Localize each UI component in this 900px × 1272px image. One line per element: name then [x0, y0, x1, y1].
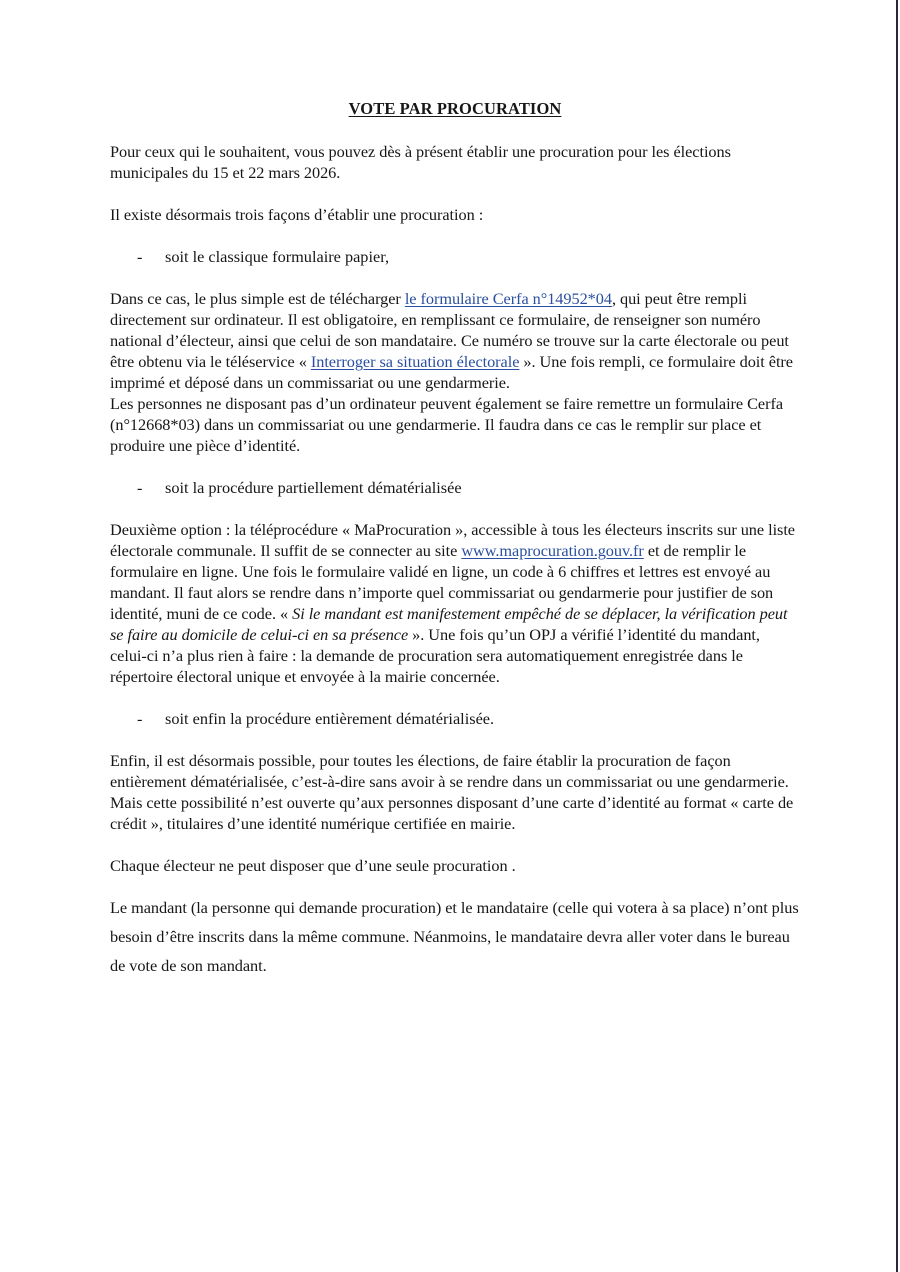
interroger-situation-electorale-link[interactable]: Interroger sa situation électorale [310, 352, 520, 371]
italic-quote: Si le mandant est manifestement empêché de se déplacer, la vérification peut se faire au domicile de celui-ci en sa présence [110, 604, 788, 644]
text-span: Deuxième option : la téléprocédure « MaProcuration », accessible à tous les électeurs inscrits sur une liste électorale communale. Il suffit de se connecter au site [110, 520, 795, 560]
bullet-text: soit la procédure partiellement dématérialisée [165, 478, 462, 497]
cerfa-form-link[interactable]: le formulaire Cerfa n°14952*04 [404, 289, 612, 308]
single-proxy-paragraph: Chaque électeur ne peut disposer que d’une seule procuration . [110, 856, 516, 875]
page-edge-scan-line [896, 0, 898, 1272]
text-span: ». Une fois rempli, ce formulaire doit être imprimé et déposé dans un commissariat ou une gendarmerie. [110, 352, 793, 392]
bullet-text: soit le classique formulaire papier, [165, 247, 390, 266]
bullet-dash: - [137, 709, 143, 728]
text-span: ». Une fois qu’un OPJ a vérifié l’identité du mandant, celui-ci n’a plus rien à faire : la demande de procuration sera automatiquement enregistrée dans le répertoire électoral unique et envoyée à la mairie concernée. [110, 625, 760, 686]
text-span: Dans ce cas, le plus simple est de télécharger [110, 289, 405, 308]
bullet-full-procedure [110, 708, 800, 729]
closing-paragraph: Le mandant (la personne qui demande procuration) et le mandataire (celle qui votera à sa place) n’ont plus besoin d’être inscrits dans la même commune. Néanmoins, le mandataire devra aller voter dans le bureau de vote de son mandant. [110, 898, 799, 975]
intro-paragraph: Pour ceux qui le souhaitent, vous pouvez dès à présent établir une procuration pour les élections municipales du 15 et 22 mars 2026. [110, 142, 731, 182]
bullet-dash: - [137, 478, 143, 497]
bullet-dash: - [137, 247, 143, 266]
document-title: VOTE PAR PROCURATION [348, 99, 562, 118]
text-span: et de remplir le formulaire en ligne. Une fois le formulaire validé en ligne, un code à 6 chiffres et lettres est envoyé au mandant. Il faut alors se rendre dans n’importe quel commissariat ou gendarmerie pour justifier de son identité, muni de ce code. « [110, 541, 774, 623]
three-ways-paragraph: Il existe désormais trois façons d’établir une procuration : [110, 205, 484, 224]
no-computer-paragraph: Les personnes ne disposant pas d’un ordinateur peuvent également se faire remettre un formulaire Cerfa (n°12668*03) dans un commissariat ou une gendarmerie. Il faudra dans ce cas le remplir sur place et produire une pièce d’identité. [110, 394, 784, 455]
paper-form-paragraph [110, 288, 800, 393]
partial-procedure-paragraph [110, 519, 800, 687]
bullet-text: soit enfin la procédure entièrement dématérialisée. [165, 709, 495, 728]
text-span: , qui peut être rempli directement sur ordinateur. Il est obligatoire, en remplissant ce formulaire, de renseigner son numéro national d’électeur, ainsi que celui de son mandataire. Ce numéro se trouve sur la carte électorale ou peut être obtenu via le téléservice « [110, 289, 789, 371]
document-page [110, 98, 800, 1001]
bullet-partial-procedure [110, 477, 800, 498]
bullet-paper-form [110, 246, 800, 267]
maprocuration-site-link[interactable]: www.maprocuration.gouv.fr [461, 541, 644, 560]
full-procedure-paragraph: Enfin, il est désormais possible, pour toutes les élections, de faire établir la procuration de façon entièrement dématérialisée, c’est-à-dire sans avoir à se rendre dans un commissariat ou une gendarmerie. Mais cette possibilité n’est ouverte qu’aux personnes disposant d’une carte d’identité au format « carte de crédit », titulaires d’une identité numérique certifiée en mairie. [110, 751, 794, 833]
